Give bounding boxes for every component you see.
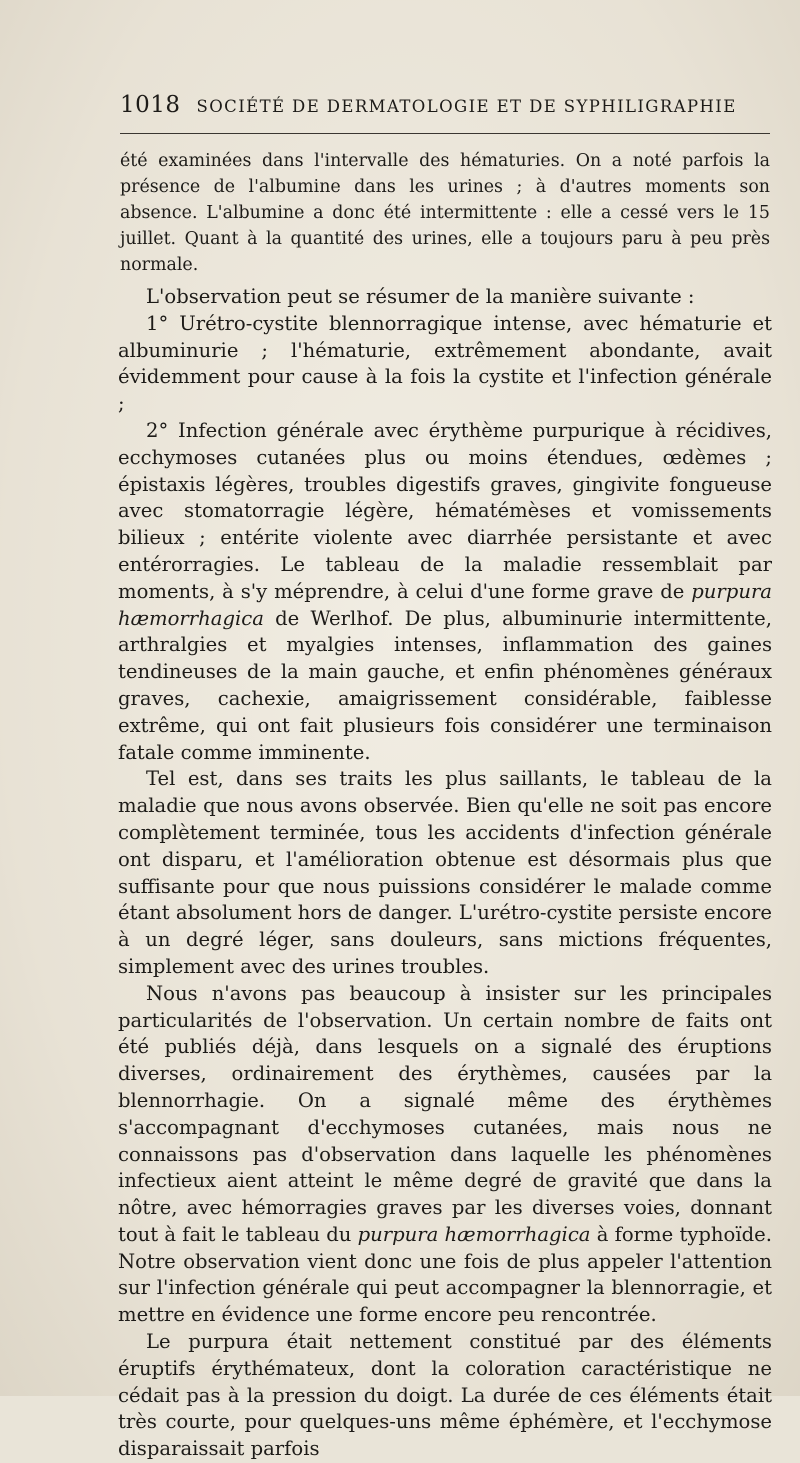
paragraph-4-italic: purpura hæmorrhagica [357, 1222, 591, 1246]
item-2-number: 2° [146, 418, 169, 442]
main-text [118, 284, 772, 1463]
intro-block [120, 148, 770, 278]
summary-intro: L'observation peut se résumer de la manière suivante : [146, 285, 695, 308]
intro-paragraph: été examinées dans l'intervalle des hématuries. On a noté parfois la présence de l'albumine dans les urines ; à d'autres moments son absence. L'albumine a donc été intermittente : elle a cessé vers le 15 juillet. Quant à la quantité des urines, elle a toujours paru à peu près normale. [120, 151, 770, 275]
page-header [120, 92, 770, 118]
paragraph-4-text-a: Nous n'avons pas beaucoup à insister sur les principales particularités de l'observation. Un certain nombre de faits ont été publiés déjà, dans lesquels on a signalé des éruptions diverses, ordinairement des érythèmes, causées par la blennorrhagie. On a signalé même des érythèmes s'accompagnant d'ecchymoses cutanées, mais nous ne connaissons pas d'observation dans laquelle les phénomènes infectieux aient atteint le même degré de gravité que dans la nôtre, avec hémorragies graves par les diverses voies, donnant tout à fait le tableau du [118, 981, 772, 1246]
paragraph-4 [118, 981, 772, 1329]
summary-item-2 [118, 418, 772, 766]
header-rule [120, 133, 770, 134]
item-2-text-b: de Werlhof. De plus, albuminurie intermittente, arthralgies et myalgies intenses, inflammation des gaines tendineuses de la main gauche, et enfin phénomènes généraux graves, cachexie, amaigrissement considérable, faiblesse extrême, qui ont fait plusieurs fois considérer une terminaison fatale comme imminente. [118, 606, 772, 764]
paragraph-5: Le purpura était nettement constitué par des éléments éruptifs érythémateux, dont la coloration caractéristique ne cédait pas à la pression du doigt. La durée de ces éléments était très courte, pour quelques-uns même éphémère, et l'ecchymose disparaissait parfois [118, 1330, 772, 1461]
item-1-text: Urétro-cystite blennorragique intense, avec hématurie et albuminurie ; l'hématurie, extrêmement abondante, avait évidemment pour cause à la fois la cystite et l'infection générale ; [118, 311, 772, 416]
item-2-italic: purpura hæmorrhagica [118, 579, 772, 630]
summary-item-1 [118, 311, 772, 418]
item-1-number: 1° [146, 311, 169, 335]
paragraph-4-text-b: à forme typhoïde. Notre observation vient donc une fois de plus appeler l'attention sur l'infection générale qui peut accompagner la blennorragie, et mettre en évidence une forme encore peu rencontrée. [118, 1222, 772, 1327]
paragraph-3: Tel est, dans ses traits les plus saillants, le tableau de la maladie que nous avons observée. Bien qu'elle ne soit pas encore complètement terminée, tous les accidents d'infection générale ont disparu, et l'amélioration obtenue est désormais plus que suffisante pour que nous puissions considérer le malade comme étant absolument hors de danger. L'urétro-cystite persiste encore à un degré léger, sans douleurs, sans mictions fréquentes, simplement avec des urines troubles. [118, 767, 772, 978]
running-title: SOCIÉTÉ DE DERMATOLOGIE ET DE SYPHILIGRAPHIE [196, 97, 737, 116]
page-number: 1018 [120, 92, 181, 118]
item-2-text-a: Infection générale avec érythème purpurique à récidives, ecchymoses cutanées plus ou moins étendues, œdèmes ; épistaxis légères, troubles digestifs graves, gingivite fongueuse avec stomatorragie légère, hématémèses et vomissements bilieux ; entérite violente avec diarrhée persistante et avec entérorragies. Le tableau de la maladie ressemblait par moments, à s'y méprendre, à celui d'une forme grave de [118, 418, 772, 603]
